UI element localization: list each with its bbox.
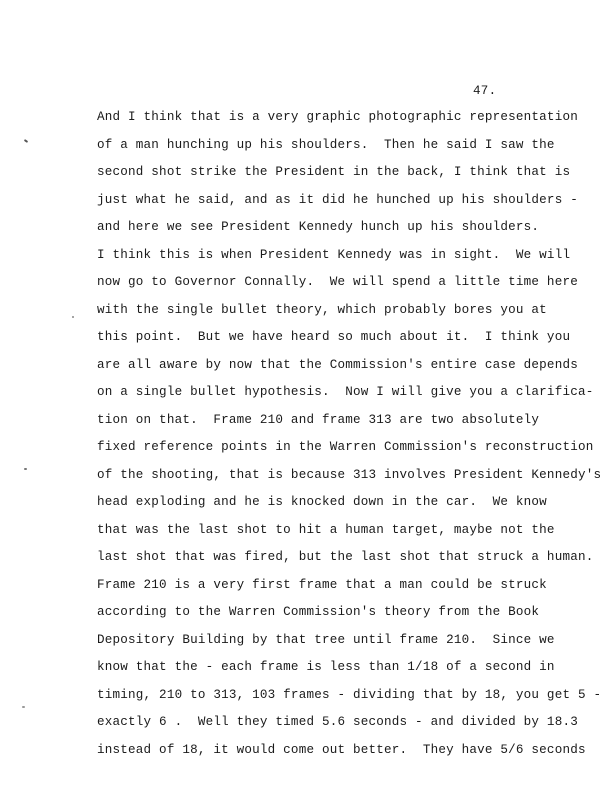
text-line: last shot that was fired, but the last shot that struck a human.	[97, 550, 594, 564]
text-line: according to the Warren Commission's theory from the Book	[97, 605, 540, 619]
text-line: Depository Building by that tree until frame 210. Since we	[97, 632, 555, 647]
text-line: timing, 210 to 313, 103 frames - dividing that by 18, you get 5 -	[97, 687, 602, 702]
text-line: on a single bullet hypothesis. Now I will give you a clarifica-	[97, 385, 594, 399]
text-line: that was the last shot to hit a human target, maybe not the	[97, 522, 555, 537]
page-number: 47.	[473, 84, 497, 98]
margin-mark	[22, 706, 25, 708]
text-line: just what he said, and as it did he hunched up his shoulders -	[97, 192, 578, 207]
text-line: head exploding and he is knocked down in the car. We know	[97, 495, 547, 509]
text-line: are all aware by now that the Commission's entire case depends	[97, 357, 578, 372]
margin-mark	[24, 468, 27, 470]
text-line: this point. But we have heard so much about it. I think you	[97, 330, 571, 344]
text-line: fixed reference points in the Warren Commission's reconstruction	[97, 440, 594, 454]
text-line: of the shooting, that is because 313 involves President Kennedy's	[97, 467, 602, 482]
margin-mark	[72, 316, 74, 318]
text-line: tion on that. Frame 210 and frame 313 are two absolutely	[97, 412, 540, 427]
text-line: now go to Governor Connally. We will spend a little time here	[97, 275, 578, 289]
text-line: and here we see President Kennedy hunch up his shoulders.	[97, 220, 540, 234]
text-line: I think this is when President Kennedy was in sight. We will	[97, 247, 571, 262]
text-line: of a man hunching up his shoulders. Then he said I saw the	[97, 137, 555, 152]
text-line: with the single bullet theory, which probably bores you at	[97, 302, 547, 317]
text-line: instead of 18, it would come out better. They have 5/6 seconds	[97, 742, 586, 757]
text-line: second shot strike the President in the back, I think that is	[97, 165, 571, 179]
text-line: exactly 6 . Well they timed 5.6 seconds - and divided by 18.3	[97, 715, 578, 729]
text-line: know that the - each frame is less than 1/18 of a second in	[97, 660, 555, 674]
text-line: And I think that is a very graphic photographic representation	[97, 110, 578, 124]
margin-mark	[24, 139, 28, 143]
transcript-body	[97, 108, 602, 768]
text-line: Frame 210 is a very first frame that a man could be struck	[97, 577, 547, 592]
